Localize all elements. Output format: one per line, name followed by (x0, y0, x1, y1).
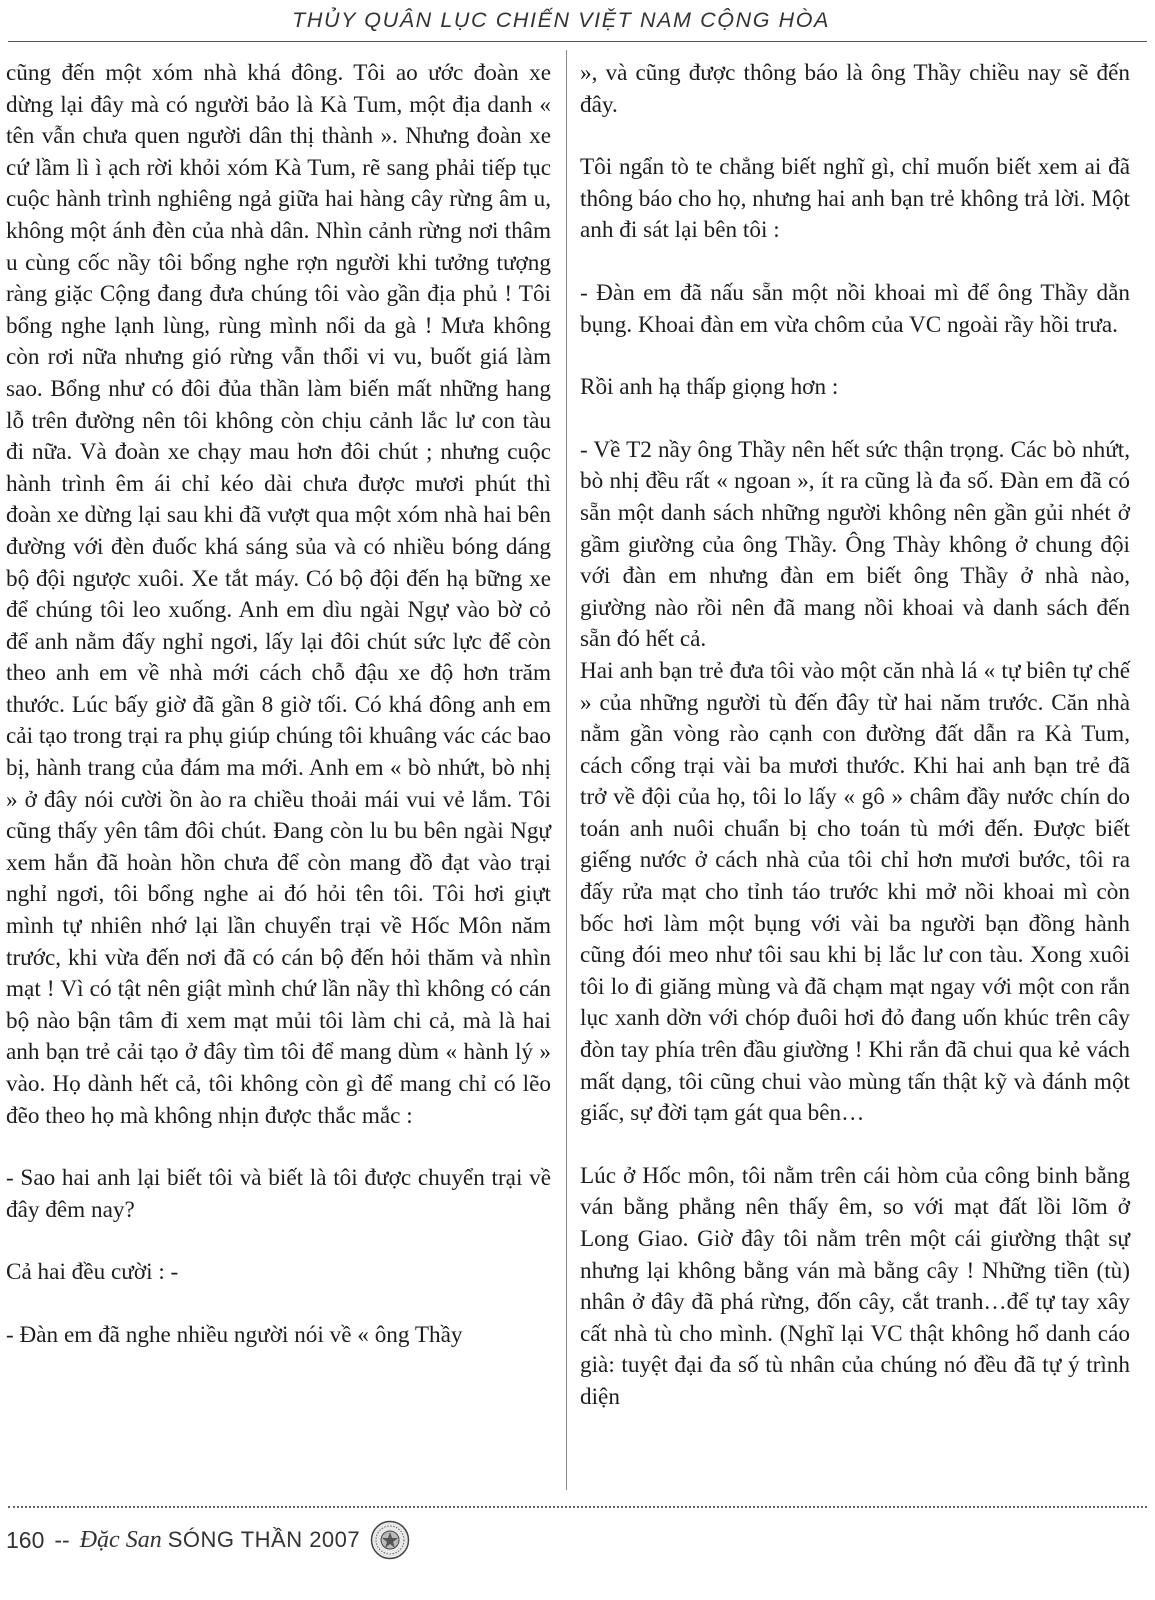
publication-name: SÓNG THẦN 2007 (167, 1527, 361, 1552)
right-column (580, 58, 1130, 1414)
paragraph: », và cũng được thông báo là ông Thầy chiều nay sẽ đến đây. (580, 60, 1130, 118)
paragraph: Cả hai đều cười : - (6, 1259, 179, 1286)
page-header (0, 4, 1155, 44)
paragraph: Rồi anh hạ thấp giọng hơn : (580, 374, 839, 401)
paragraph: - Đàn em đã nghe nhiều người nói về « ông Thầy (6, 1321, 463, 1348)
marine-corps-seal-icon (370, 1520, 410, 1560)
header-rule (8, 41, 1147, 42)
paragraph: - Về T2 nầy ông Thầy nên hết sức thận trọng. Các bò nhứt, bò nhị đều rất « ngoan », ít ra cũng là đa số. Đàn em đã có sẵn một danh sách những người không nên gần gủi nhét ở gầm giường của ông Thầy. Ông Thày không ở chung đội với đàn em nhưng đàn em biết ông Thầy ở nhà nào, giường nào rồi nên đã mang nồi khoai và danh sách đến sẵn đó hết cả. (580, 436, 1130, 653)
paragraph: cũng đến một xóm nhà khá đông. Tôi ao ước đoàn xe dừng lại đây mà có người bảo là Kà Tum, một địa danh « tên vẫn chưa quen người dân thị thành ». Nhưng đoàn xe cứ lầm lì ì ạch rời khỏi xóm Kà Tum, rẽ sang phải tiếp tục cuộc hành trình nghiêng ngả giữa hai hàng cây rừng âm u, không một ánh đèn của nhà dân. Nhìn cảnh rừng nơi thâm u cùng cốc nầy tôi bổng nghe rợn người khi tưởng tượng ràng giặc Cộng đang đưa chúng tôi vào gần địa phủ ! Tôi bổng nghe lạnh lùng, rùng mình nổi da gà ! Mưa không còn rơi nữa nhưng gió rừng vẫn thổi vi vu, buốt giá làm sao. Bổng như có đôi đủa thần làm biến mất những hang lỗ trên đường nên tôi không còn chịu cảnh lắc lư con tàu đi nữa. Và đoàn xe chạy mau hơn đôi chút ; nhưng cuộc hành trình êm ái chỉ kéo dài chưa được mươi phút thì đoàn xe dừng lại sau khi đã vượt qua một xóm nhà hai bên đường với đèn đuốc khá sáng sủa và có nhiều bóng dáng bộ đội ngược xuôi. Xe tắt máy. Có bộ đội đến hạ bững xe để chúng tôi leo xuống. Anh em dìu ngài Ngự vào bờ cỏ để anh nằm đấy nghỉ ngơi, lấy lại đôi chút sức lực để còn theo anh em về nhà mới cách chỗ đậu xe độ hơn trăm thước. Lúc bấy giờ đã gần 8 giờ tối. Có khá đông anh em cải tạo trong trại ra phụ giúp chúng tôi khuâng vác các bao bị, hành trang của đám ma mới. Anh em « bò nhứt, bò nhị » ở đây nói cười ồn ào ra chiều thoải mái vui vẻ lắm. Tôi cũng thấy yên tâm đôi chút. Đang còn lu bu bên ngài Ngự xem hắn đã hoàn hồn chưa để còn mang đồ đạt vào trại nghỉ ngơi, tôi bổng nghe ai đó hỏi tên tôi. Tôi hơi giựt mình tự nhiên nhớ lại lần chuyển trại về Hốc Môn năm trước, khi vừa đến nơi đã có cán bộ đến hỏi thăm và nhìn mạt ! Vì có tật nên giật mình chứ lần nầy thì không có cán bộ nào bận tâm đi xem mạt mủi tôi làm chi cả, mà là hai anh bạn trẻ cải tạo ở đây tìm tôi để mang dùm « hành lý » vào. Họ dành hết cả, tôi không còn gì để mang chỉ có lẽo đẽo theo họ mà không nhịn được thắc mắc : (6, 60, 551, 1129)
footer-rule (8, 1506, 1147, 1508)
paragraph: - Sao hai anh lại biết tôi và biết là tôi được chuyển trại về đây đêm nay? (6, 1165, 551, 1223)
running-header-title: THỦY QUÂN LỤC CHIẾN VIỆT NAM CỘNG HÒA (292, 8, 830, 32)
footer-separator: -- (54, 1526, 70, 1553)
paragraph: Hai anh bạn trẻ đưa tôi vào một căn nhà lá « tự biên tự chế » của những người tù đến đây từ hai năm trước. Căn nhà nằm gần vòng rào cạnh con đường đất dẫn ra Kà Tum, cách cổng trại vài ba mươi thước. Khi hai anh bạn trẻ đã trở về đội của họ, tôi lo lấy « gô » châm đầy nước chín do toán anh nuôi chuẩn bị cho toán tù mới đến. Được biết giếng nước ở cách nhà của tôi chỉ hơn mươi bước, tôi ra đấy rửa mạt cho tỉnh táo trước khi mở nồi khoai mì còn bốc hơi làm một bụng với vài ba người bạn đồng hành cũng đói meo như tôi sau khi bị lắc lư con tàu. Xong xuôi tôi lo đi giăng mùng và đã chạm mạt ngay với một con rắn lục xanh dờn với chóp đuôi hơi đỏ đang uốn khúc trên cây đòn tay phía trên đầu giường ! Khi rắn đã chui qua kẻ vách mất dạng, tôi cũng chui vào mùng tấn thật kỹ và đánh một giấc, sự đời tạm gát qua bên… (580, 657, 1130, 1127)
paragraph: Tôi ngẩn tò te chẳng biết nghĩ gì, chỉ muốn biết xem ai đã thông báo cho họ, nhưng hai anh bạn trẻ không trả lời. Một anh đi sát lại bên tôi : (580, 154, 1130, 244)
paragraph: - Đàn em đã nấu sẵn một nồi khoai mì để ông Thầy dằn bụng. Khoai đàn em vừa chôm của VC ngoài rầy hồi trưa. (580, 279, 1130, 338)
left-column (6, 58, 551, 1352)
page-number: 160 (6, 1526, 45, 1553)
paragraph: Lúc ở Hốc môn, tôi nằm trên cái hòm của công binh bằng ván bằng phẳng nên thấy êm, so với mạt đất lồi lõm ở Long Giao. Giờ đây tôi nằm trên một cái giường thật sự nhưng lại không bằng ván mà bằng cây ! Những tiền (tù) nhân ở đây đã phá rừng, đốn cây, cắt tranh…để tự tay xây cất nhà tù cho mình. (Nghĩ lại VC thật không hổ danh cáo già: tuyệt đại đa số tù nhân của chúng nó đều đã tự ý trình diện (580, 1162, 1130, 1410)
column-divider (566, 50, 567, 1490)
publication-prefix: Đặc San (79, 1526, 162, 1553)
page-footer (6, 1518, 410, 1562)
